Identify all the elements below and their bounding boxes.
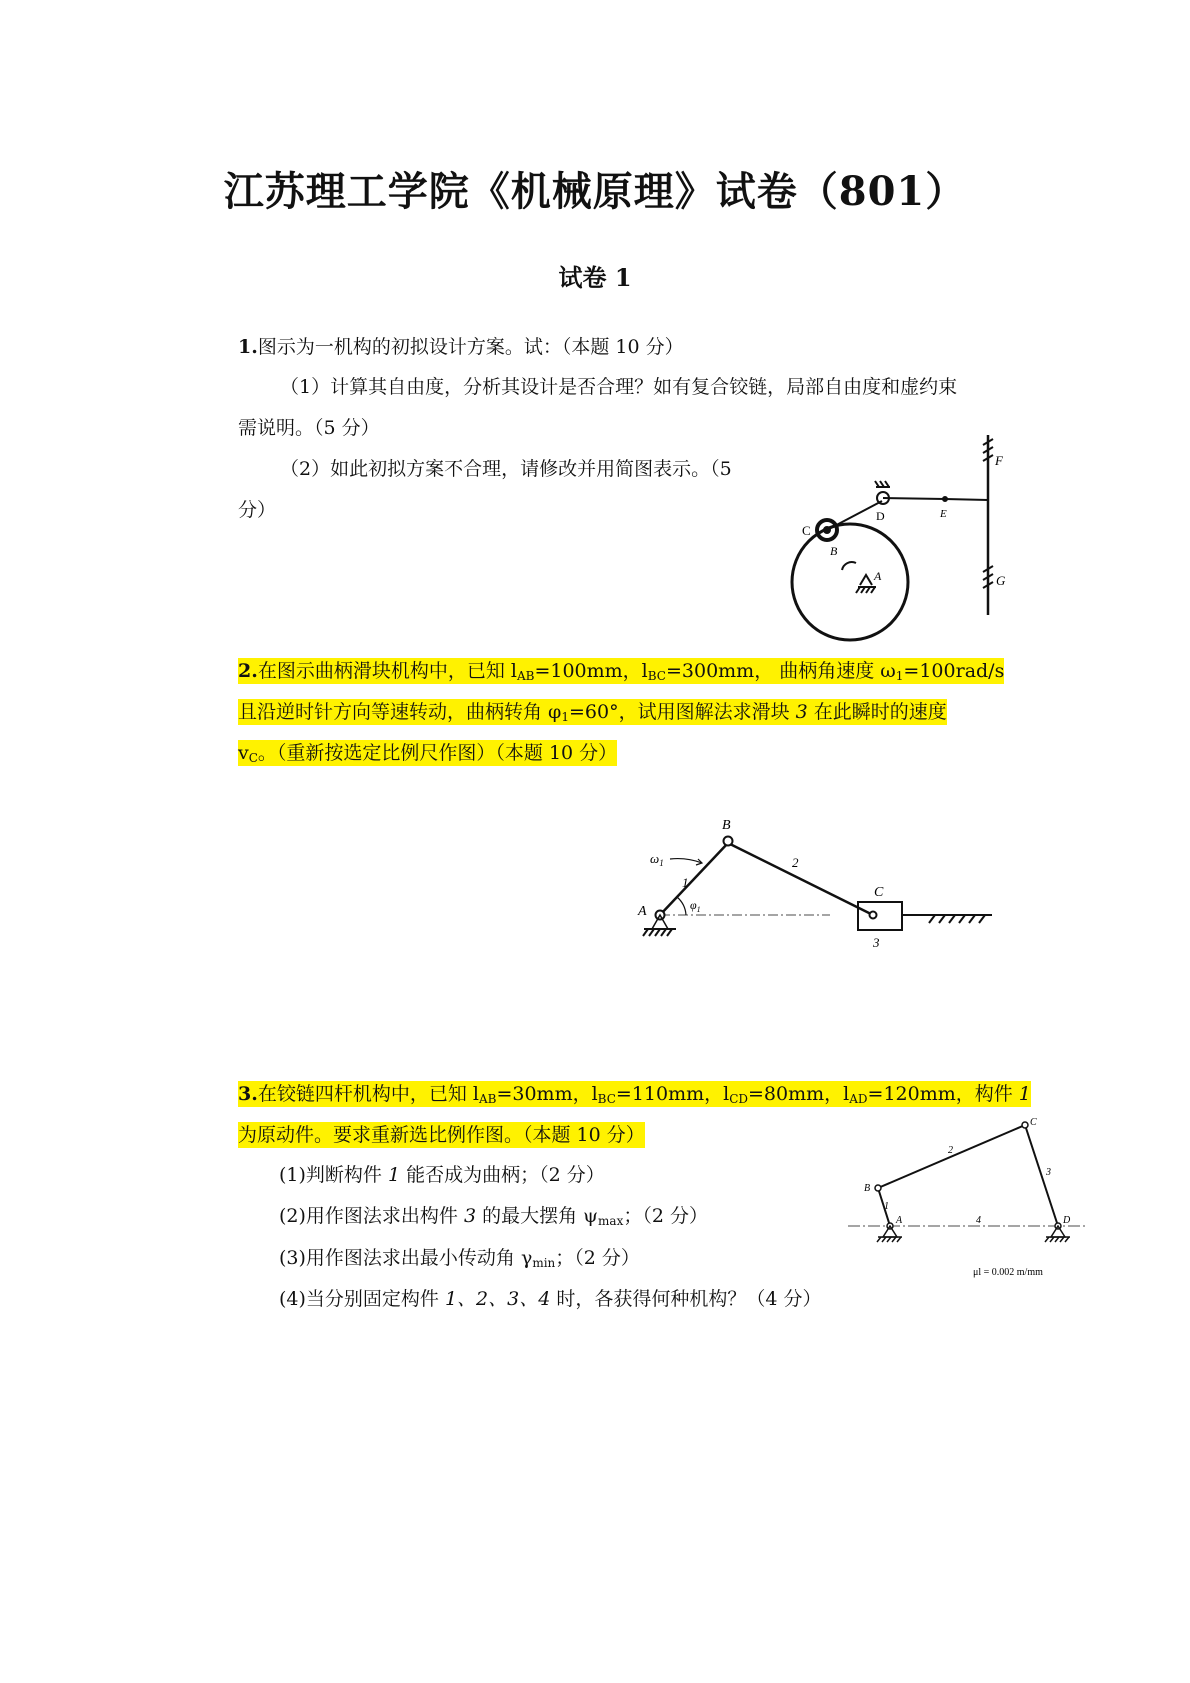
q1-part1-line2: 需说明。（5 分） [238,417,380,439]
q2-slider-crank-figure [630,815,1000,955]
page-title: 江苏理工学院《机械原理》试卷（801） [223,168,967,215]
q2-line1: 2.在图示曲柄滑块机构中，已知 $l_{AB}=100mm$，$l_{BC}=300mm$， 曲柄角速度 $\omega_1=100rad/s$ [238,660,1005,683]
q2-fig-label-b: B [722,818,731,833]
q1-fig-label-g: G [996,573,1006,588]
q2-fig-label-1: 1 [682,875,689,890]
q2-fig-label-phi: $\varphi_1$ [690,898,701,914]
q2-line3: $v_C$。（重新按选定比例尺作图）（本题 10 分） [238,742,618,765]
q3-fig-scale: μl = 0.002 m/mm [973,1267,1043,1278]
page-subtitle: 试卷 1 [558,263,632,292]
q1-stem: 1.图示为一机构的初拟设计方案。试：（本题 10 分） [238,336,684,358]
q2-fig-label-a: A [638,904,647,919]
q1-fig-label-d: D [876,509,885,523]
q3-fig-label-b: B [864,1183,871,1194]
q2-fig-label-c: C [874,885,884,900]
q2-line2: 且沿逆时针方向等速转动，曲柄转角 $\varphi_1=60^\circ$，试用图解法求滑块 3 在此瞬时的速度 [238,701,947,724]
q2-fig-label-3: 3 [873,935,880,950]
q1-part2-line2: 分） [238,499,277,521]
q2-fig-label-2: 2 [792,855,799,870]
q3-fig-label-4: 4 [976,1215,981,1226]
q3-fig-label-2: 2 [948,1145,953,1156]
q1-fig-label-c: C [802,523,811,538]
q3-fig-label-3: 3 [1046,1167,1051,1178]
q3-fig-label-a: A [896,1215,903,1226]
q1-fig-label-f: F [995,453,1003,468]
q1-fig-label-e: E [940,508,947,520]
q3-fig-label-c: C [1030,1117,1037,1128]
q3-line1: 3.在铰链四杆机构中，已知 $l_{AB}=30mm$，$l_{BC}=110mm$，$l_{CD}=80mm$，$l_{AD}=120mm$，构件 1 [238,1083,1031,1106]
q3-four-bar-figure [848,1115,1088,1290]
q3-sub4: (4)当分别固定构件 1、2、3、4 时，各获得何种机构？（4 分） [279,1288,822,1310]
q1-fig-label-b: B [830,544,838,558]
q3-fig-label-1: 1 [884,1201,889,1212]
q3-number: 3. [238,1083,258,1105]
q3-fig-label-d: D [1063,1215,1071,1226]
q1-mechanism-figure [790,425,1030,645]
q1-part1-line1: （1）计算其自由度，分析其设计是否合理？如有复合铰链，局部自由度和虚约束 [280,376,958,398]
q1-part2-line1: （2）如此初拟方案不合理，请修改并用简图表示。（5 [280,458,732,480]
q3-sub2: (2)用作图法求出构件 3 的最大摆角 $\psi_{max}$；（2 分） [279,1205,708,1228]
q1-fig-label-a: A [874,569,882,583]
q3-line2: 为原动件。要求重新选比例作图。（本题 10 分） [238,1124,645,1146]
q3-sub1: (1)判断构件 1 能否成为曲柄；（2 分） [279,1164,605,1186]
q2-number: 2. [238,660,258,682]
q3-sub3: (3)用作图法求出最小传动角 $\gamma_{min}$；（2 分） [279,1247,640,1270]
q1-number: 1. [238,336,258,358]
q2-fig-label-omega: $\omega_1$ [650,851,664,868]
